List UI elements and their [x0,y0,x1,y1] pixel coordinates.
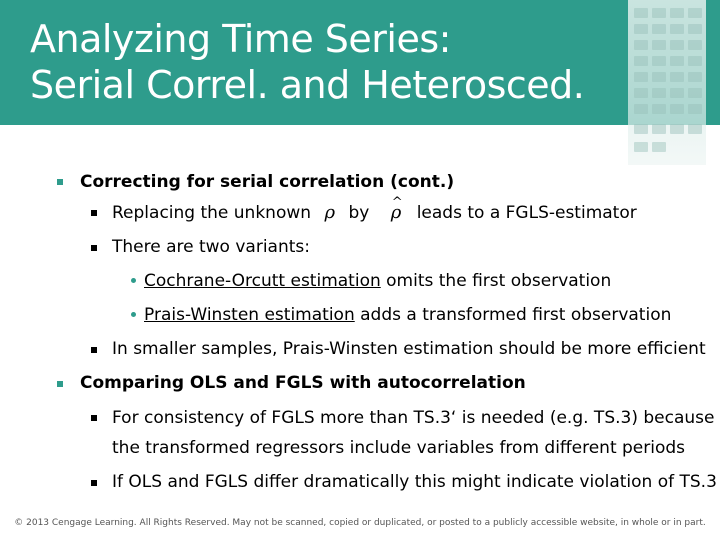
cochrane-orcutt-link[interactable]: Cochrane-Orcutt estimation [144,271,381,291]
bullet-marker [57,381,63,387]
bullet-serial-correlation: Correcting for serial correlation (cont.) [80,172,455,192]
bullet-text: adds a transformed first observation [354,305,672,325]
bullet-marker [91,245,97,251]
slide-title: Analyzing Time Series: Serial Correl. and Heterosced. [30,17,585,107]
bullet-two-variants: There are two variants: [112,237,310,257]
decorative-calculator-graphic [628,0,706,165]
bullet-marker [131,312,136,317]
bullet-text: omits the first observation [380,271,612,291]
bullet-consistency-line2: the transformed regressors include variables from different periods [112,438,686,458]
bullet-marker [91,415,97,421]
bullet-text: by [348,203,370,223]
bullet-comparing-ols-fgls: Comparing OLS and FGLS with autocorrelation [80,373,526,393]
bullet-marker [57,179,63,185]
bullet-cochrane-orcutt [144,270,611,292]
bullet-marker [91,210,97,216]
copyright-footer: © 2013 Cengage Learning. All Rights Reserved. May not be scanned, copied or duplicated, or posted to a publicly accessible website, in whole or in part. [14,518,706,528]
bullet-marker [91,347,97,353]
prais-winsten-link[interactable]: Prais-Winsten estimation [144,305,355,325]
bullet-prais-winsten [144,304,671,326]
bullet-consistency-line1: For consistency of FGLS more than TS.3‘ is needed (e.g. TS.3) because [112,408,715,428]
bullet-marker [131,278,136,283]
bullet-replacing-rho [112,202,637,224]
bullet-smaller-samples: In smaller samples, Prais-Winsten estimation should be more efficient [112,339,706,359]
bullet-marker [91,480,97,486]
bullet-text: Replacing the unknown [112,203,312,223]
rho-symbol: ρ [324,202,336,223]
rho-hat-symbol: ^ ρ [391,202,402,224]
bullet-text: leads to a FGLS-estimator [416,203,637,223]
bullet-ols-fgls-differ: If OLS and FGLS differ dramatically this might indicate violation of TS.3 [112,472,717,492]
